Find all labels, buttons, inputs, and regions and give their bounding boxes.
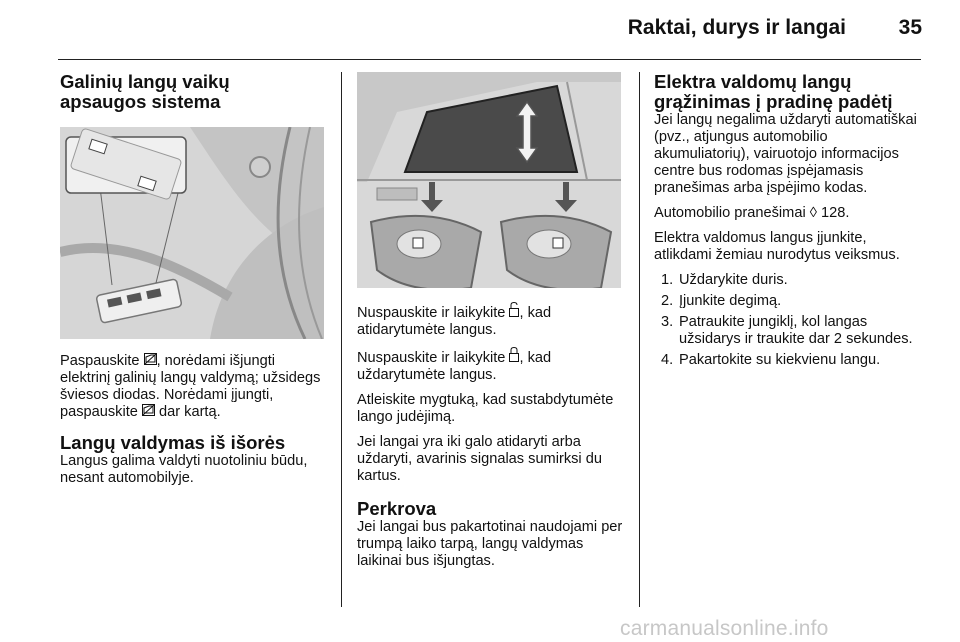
window-reset-intro: Jei langų negalima uždaryti automatiškai (pvz., atjungus automobilio akumuliatorių), vairuotojo informacijos centre bus rodomas įspėjamasis pranešimas arba įspėjimo kodas. [654,112,917,196]
step-item: 3. Patraukite jungiklį, kol langas užsidarys ir traukite dar 2 sekundes. [661,314,913,347]
site-watermark: carmanualsonline.info [620,617,829,640]
step-item: 1. Uždarykite duris. [661,272,788,288]
overload-text: Jei langai bus pakartotinai naudojami per trumpą laiko tarpą, langų valdymas laikinai bus išjungtas. [357,519,623,569]
child-lock-window-icon [144,353,157,370]
activation-steps [654,272,924,369]
header-rule [58,59,921,60]
child-lock-window-icon [142,404,155,421]
column-divider-left [341,72,342,607]
open-windows-instruction: Nuspauskite ir laikykite , kad atidarytumėte langus. [357,302,627,339]
column-divider-right [639,72,640,607]
column-2 [357,72,627,578]
key-remote-illustration [357,72,621,288]
activation-intro: Elektra valdomus langus įjunkite, atlikdami žemiau nurodytus veiksmus. [654,230,900,263]
section-heading-child-lock: Galinių langų vaikų apsaugos sistema [60,71,230,112]
remote-key-figure [357,72,621,288]
page-number: 35 [898,16,922,39]
lock-icon [509,347,519,367]
vehicle-messages-reference: Automobilio pranešimai ◊ 128. [654,205,850,221]
remote-window-intro: Langus galima valdyti nuotoliniu būdu, nesant automobilyje. [60,453,308,486]
close-windows-instruction: Nuspauskite ir laikykite , kad uždarytumėte langus. [357,347,627,384]
hazard-flash-note: Jei langai yra iki galo atidaryti arba uždaryti, avarinis signalas sumirksi du kartus. [357,434,602,484]
page-header-title: Raktai, durys ir langai [627,16,846,39]
step-item: 2. Įjunkite degimą. [661,293,782,309]
section-heading-window-reset: Elektra valdomų langų grąžinimas į pradinę padėtį [654,71,893,112]
column-1 [60,72,326,495]
child-lock-instructions: Paspauskite , norėdami išjungti elektrinį galinių langų valdymą; užsidegs šviesos diodas. Norėdami įjungti, paspauskite dar kartą. [60,353,321,420]
door-switch-figure [60,127,324,339]
section-heading-remote-window: Langų valdymas iš išorės [60,432,286,453]
section-heading-overload: Perkrova [357,498,437,519]
step-item: 4. Pakartokite su kiekvienu langu. [661,352,881,368]
door-panel-illustration [60,127,324,339]
stop-movement-instruction: Atleiskite mygtuką, kad sustabdytumėte lango judėjimą. [357,392,614,425]
column-3 [654,72,924,373]
unlock-icon [509,302,519,322]
